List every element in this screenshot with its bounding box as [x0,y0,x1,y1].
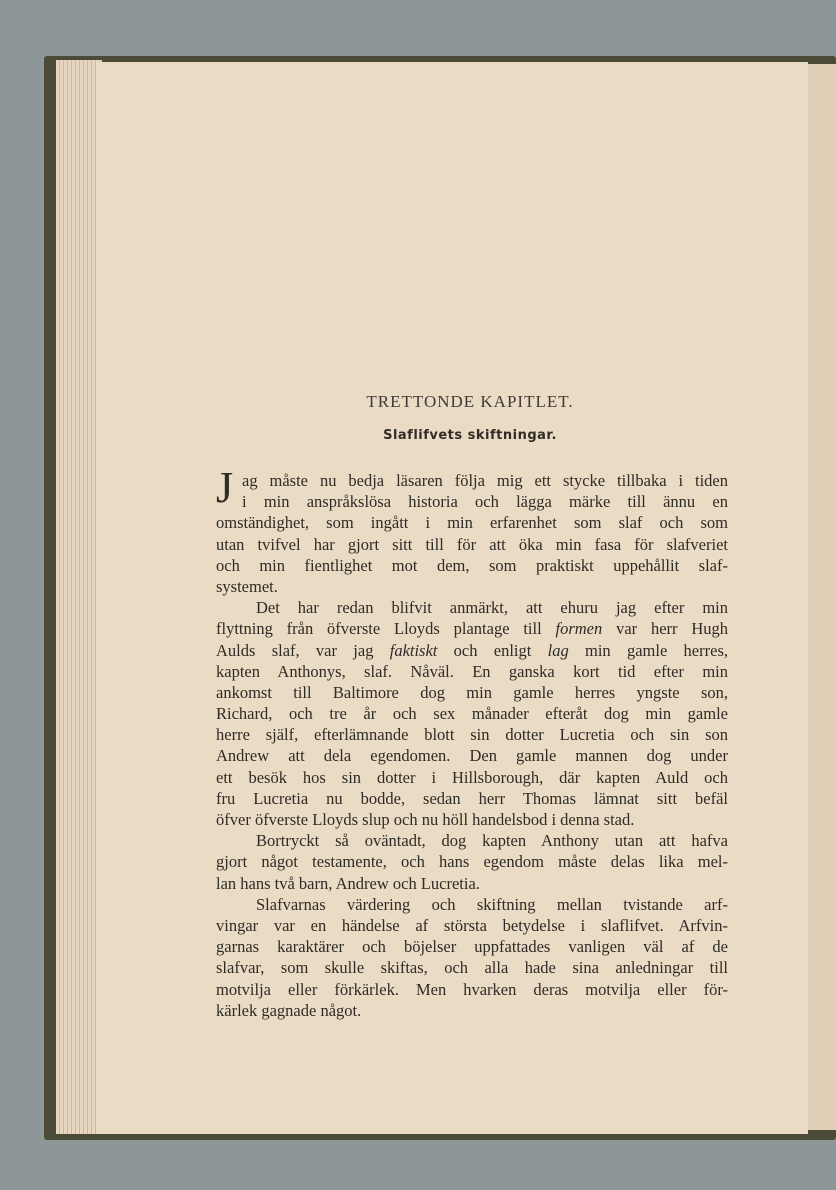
text-line: systemet. [216,576,278,596]
text-segment: min gamle herres, [585,640,728,660]
text-line: ett besök hos sin dotter i Hillsborough, där kapten Auld och [216,767,728,787]
text-line: omständighet, som ingått i min erfarenhet som slaf och som [216,513,728,533]
italic-word: faktiskt [389,640,438,660]
text-segment: och enligt [453,640,532,660]
text-line: ankomst till Baltimore dog min gamle herres yngste son, [216,682,728,702]
text-line: Andrew att dela egendomen. Den gamle mannen dog under [216,746,728,766]
text-line: fru Lucretia nu bodde, sedan herr Thomas lämnat sitt befäl [216,788,728,808]
text-line: kärlek gagnade något. [216,1000,362,1020]
text-line [216,640,728,661]
chapter-title: TRETTONDE KAPITLET. [366,392,574,411]
text-line: ag måste nu bedja läsaren följa mig ett stycke tillbaka i tiden [242,471,728,490]
text-line: Richard, och tre år och sex månader efteråt dog min gamle [216,704,728,724]
text-line: slafvar, som skulle skiftas, och alla hade sina anledningar till [216,958,728,978]
text-line: herre själf, efterlämnande blott sin dotter Lucretia och sin son [216,725,728,745]
text-line: Slafvarnas värdering och skiftning mellan tvistande arf- [256,894,728,914]
facing-page-edge [806,64,836,1130]
text-line [216,618,728,639]
text-line: utan tvifvel har gjort sitt till för att öka min fasa för slafveriet [216,534,728,554]
text-line: garnas karaktärer och böjelser uppfattades vanligen väl af de [216,937,728,957]
text-line: lan hans två barn, Andrew och Lucretia. [216,873,480,893]
chapter-subtitle: Slaflifvets skiftningar. [383,428,557,443]
drop-cap: J [216,463,234,512]
text-line: gjort något testamente, och hans egendom måste delas lika mel- [216,852,728,872]
text-line: öfver öfverste Lloyds slup och nu höll handelsbod i denna stad. [216,810,635,829]
text-segment: var herr Hugh [616,619,729,639]
italic-word: lag [547,640,569,660]
text-line: vingar var en händelse af största betydelse i slaflifvet. Arfvin- [216,915,728,935]
italic-word: formen [555,619,603,639]
text-line: och min fientlighet mot dem, som praktiskt uppehållit slaf- [216,555,728,575]
text-line: motvilja eller förkärlek. Men hvarken deras motvilja eller för- [216,979,728,999]
text-line: kapten Anthonys, slaf. Nåväl. En ganska kort tid efter min [216,661,728,681]
text-segment: Aulds slaf, var jag [216,640,374,660]
chapter-body-text [216,470,728,1021]
text-line: Bortryckt så oväntadt, dog kapten Anthony utan att hafva [256,831,728,851]
text-segment: flyttning från öfverste Lloyds plantage till [216,619,542,639]
text-line: i min anspråkslösa historia och lägga märke till ännu en [242,492,728,512]
text-line: Det har redan blifvit anmärkt, att ehuru jag efter min [256,598,728,618]
